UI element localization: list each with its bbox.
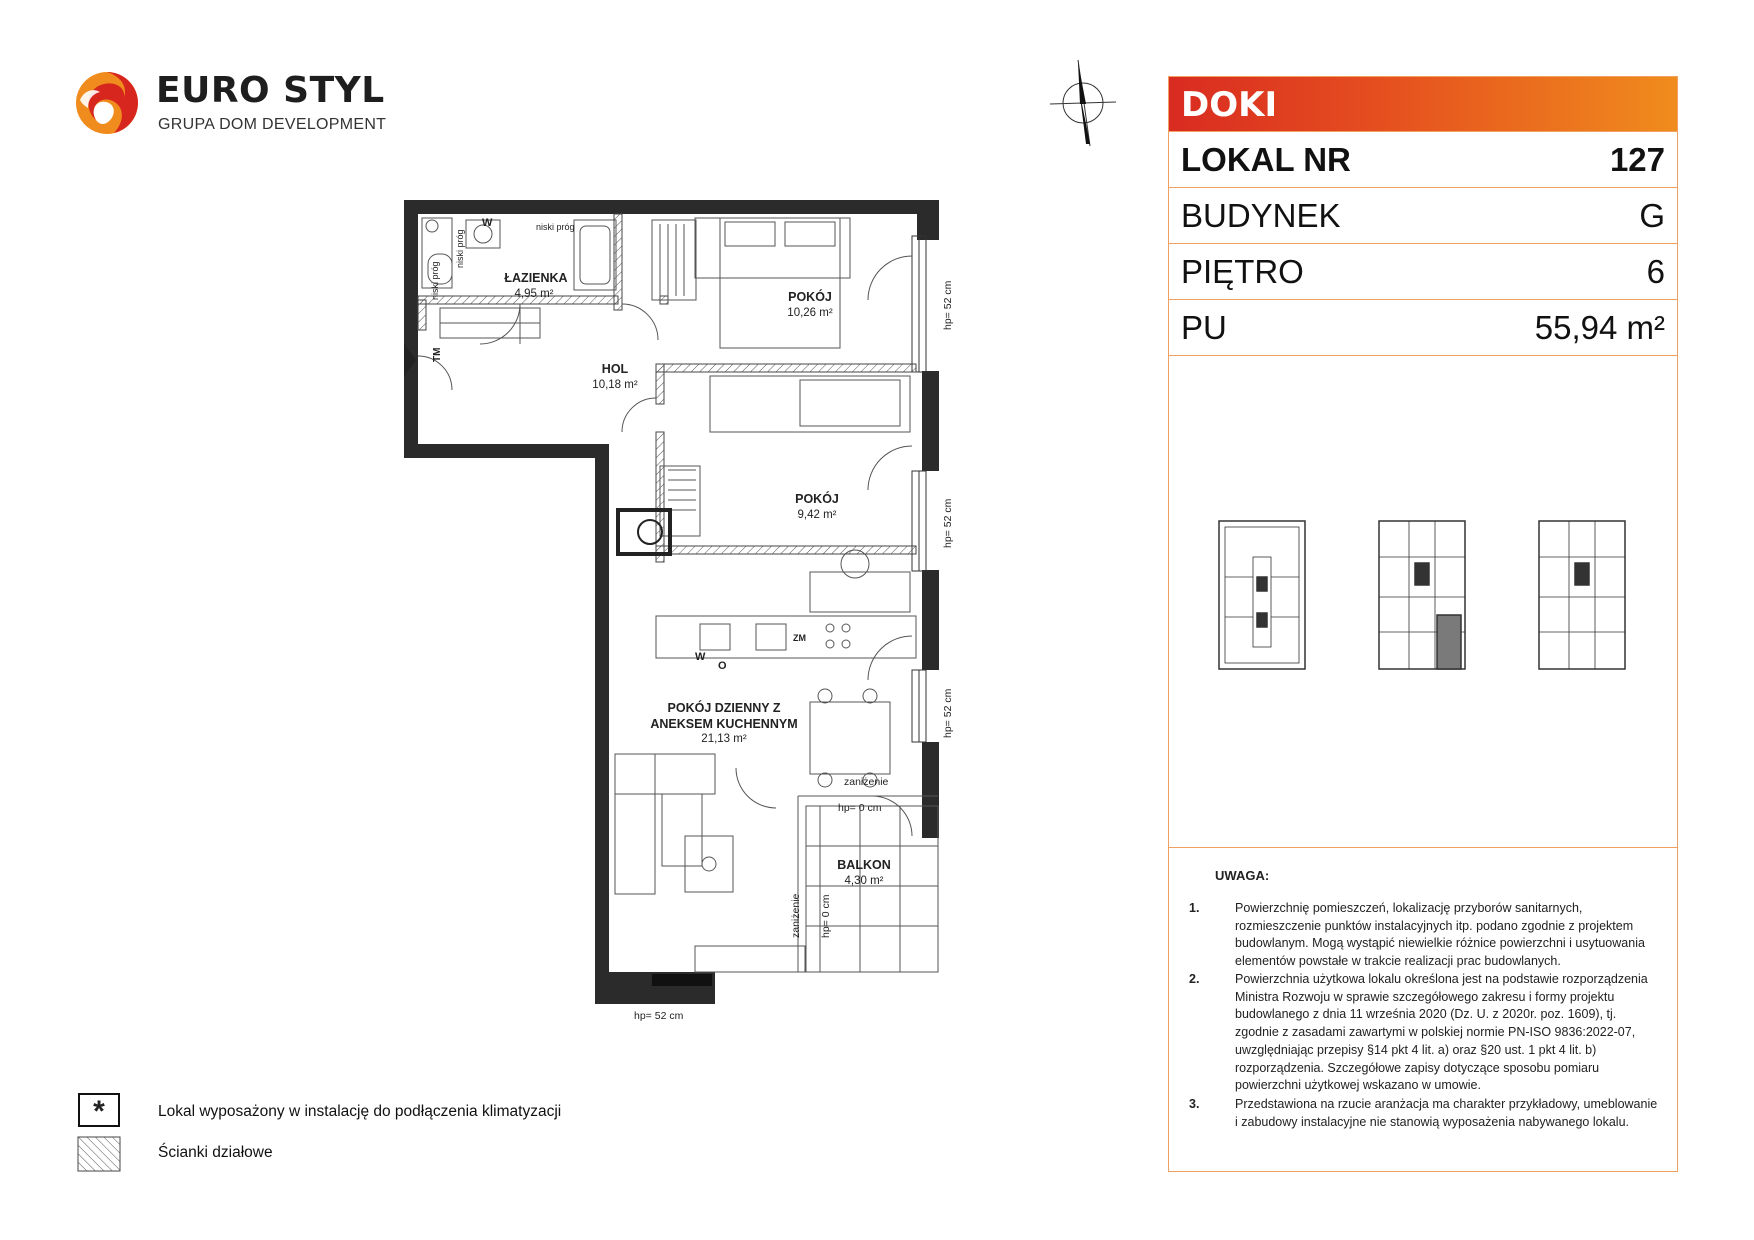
notes-title: UWAGA:	[1215, 868, 1270, 883]
notes-section	[1169, 847, 1677, 1172]
zanizenie-label-1: zaniżenie	[844, 776, 889, 788]
tm-label: TM	[432, 347, 443, 362]
note-1-number: 1.	[1189, 901, 1200, 915]
room-label-balkon: BALKON	[837, 858, 891, 872]
niski-prog-label-3: niski próg	[430, 261, 440, 300]
room-area-hol: 10,18 m²	[592, 379, 638, 391]
info-value-pu: 55,94 m²	[1534, 309, 1665, 346]
o-label: O	[718, 660, 727, 672]
room-area-pokoj-1: 10,26 m²	[787, 307, 833, 319]
room-area-lazienka: 4,95 m²	[514, 288, 554, 300]
hp-zero-label-1: hp= 0 cm	[838, 802, 882, 814]
note-3-number: 3.	[1189, 1097, 1200, 1111]
info-row-lokal	[1169, 131, 1677, 187]
info-label-pietro: PIĘTRO	[1181, 253, 1304, 290]
room-label-pokoj-2: POKÓJ	[795, 492, 839, 506]
w-label-2: W	[695, 651, 706, 663]
zm-label: ZM	[793, 633, 806, 643]
room-label-lazienka: ŁAZIENKA	[504, 271, 568, 285]
hp-label-2: hp= 52 cm	[942, 498, 954, 548]
room-area-pokoj-2: 9,42 m²	[797, 509, 837, 521]
w-label-1: W	[482, 217, 493, 229]
north-arrow-icon	[1048, 58, 1118, 148]
legend-hatch-icon	[77, 1136, 121, 1172]
project-name: DOKI	[1181, 85, 1278, 125]
legend-hatch-text: Ścianki działowe	[158, 1144, 273, 1161]
note-3-text: Przedstawiona na rzucie aranżacja ma charakter przykładowy, umeblowanie i zabudowy instalacyjne nie stanowią wyposażenia nabywanego lokalu.	[1235, 1097, 1658, 1129]
hp-label-1: hp= 52 cm	[942, 280, 954, 330]
info-panel	[1168, 76, 1678, 1172]
room-label-hol: HOL	[601, 362, 629, 376]
info-label-budynek: BUDYNEK	[1181, 197, 1341, 234]
key-plan-floor-b	[1539, 521, 1625, 669]
logo-subtitle: GRUPA DOM DEVELOPMENT	[158, 116, 387, 133]
info-row-pietro	[1169, 243, 1677, 299]
room-area-pokoj-dzienny: 21,13 m²	[701, 733, 747, 745]
logo-name: EURO STYL	[156, 70, 385, 111]
info-value-budynek: G	[1639, 197, 1665, 234]
note-2-text: Powierzchnia użytkowa lokalu określona jest na podstawie rozporządzenia Ministra Rozwoju w sprawie szczegółowego zakresu i formy projektu budowlanego z dnia 11 września 2020 (Dz. U. z 2020r. poz. 1609), tj. zgodnie z zasadami zawartymi w polskiej normie PN-ISO 9836:2022-07, uwzględniając przepisy §14 pkt 4 lit. a) oraz §20 ust. 1 pkt 4 lit. b) rozporządzenia. Szczegółowe zapisy dotyczące sposobu pomiaru powierzchni użytkowej wskazano w umowie.	[1235, 972, 1648, 1093]
floor-plan	[400, 196, 960, 1036]
note-3	[1189, 1096, 1659, 1131]
room-label-pokoj-dzienny-2: ANEKSEM KUCHENNYM	[650, 717, 798, 731]
info-row-divider	[1169, 355, 1677, 357]
room-label-pokoj-1: POKÓJ	[788, 290, 832, 304]
info-value-lokal: 127	[1609, 141, 1665, 178]
asterisk-icon: *	[93, 1095, 105, 1128]
note-1-text: Powierzchnię pomieszczeń, lokalizację przyborów sanitarnych, rozmieszczenie punktów instalacyjnych itp. podano zgodnie z projektem budowlanym. Mogą wystąpić niewielkie różnice powierzchni i usytuowania elementów powstałe w trakcie realizacji prac budowlanych.	[1235, 901, 1645, 969]
panel-header	[1169, 77, 1677, 131]
info-label-lokal: LOKAL NR	[1181, 141, 1351, 178]
legend-ac-symbol	[78, 1093, 120, 1127]
building-key-plans	[1209, 517, 1649, 677]
hp-zero-label-2: hp= 0 cm	[820, 894, 832, 938]
room-label-pokoj-dzienny-1: POKÓJ DZIENNY Z	[667, 701, 781, 715]
legend-ac-text: Lokal wyposażony w instalację do podłączenia klimatyzacji	[158, 1103, 562, 1120]
info-label-pu: PU	[1181, 309, 1227, 346]
niski-prog-label-2: niski próg	[455, 229, 465, 268]
zanizenie-label-2: zaniżenie	[790, 893, 802, 938]
note-2	[1189, 971, 1659, 1095]
logo-flame-icon	[74, 70, 144, 136]
niski-prog-label-1: niski próg	[536, 222, 575, 232]
key-plan-floor-a	[1379, 521, 1465, 669]
hp-label-4: hp= 52 cm	[634, 1010, 684, 1022]
room-area-balkon: 4,30 m²	[844, 875, 884, 887]
hp-label-3: hp= 52 cm	[942, 688, 954, 738]
logo	[74, 70, 394, 140]
info-row-budynek	[1169, 187, 1677, 243]
key-plan-ground	[1219, 521, 1305, 669]
info-row-pu	[1169, 299, 1677, 355]
note-1	[1189, 900, 1659, 971]
info-value-pietro: 6	[1646, 253, 1665, 290]
note-2-number: 2.	[1189, 972, 1200, 986]
